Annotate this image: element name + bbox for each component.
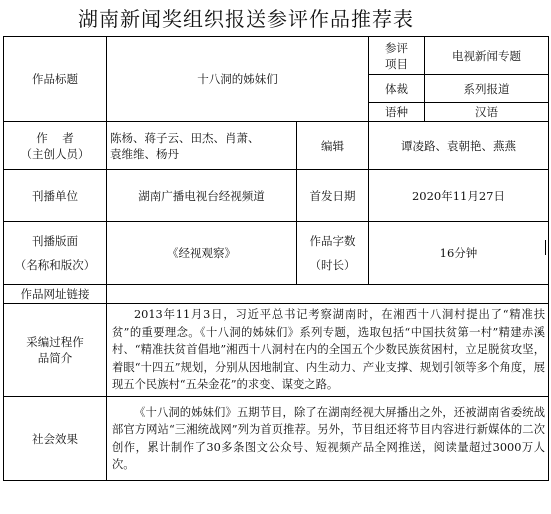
first-date-value: 2020年11月27日 (369, 170, 549, 222)
category-label-line1: 参评 (385, 40, 408, 55)
process-text: 2013年11月3日，习近平总书记考察湖南时，在湘西十八洞村提出了“精准扶贫”的重要理念。《十八洞的姊妹们》系列专题，选取包括“中国扶贫第一村”精建赤溪村、“精准扶贫首倡地”湘西十八洞村在内的全国五个少数民族贫困村，立足脱贫攻坚，着眼“十四五”规划，分别从因地制宜、内生动力、产业支撑、规划引领等多个角度，展现五个民族村“五朵金花”的求变、谋变之路。 (112, 308, 545, 392)
first-date-label: 首发日期 (297, 170, 369, 222)
layout-section-value: 《经视观察》 (107, 222, 297, 285)
form-title: 湖南新闻奖组织报送参评作品推荐表 (78, 7, 414, 31)
author-label-line1: 作 者 (36, 130, 74, 145)
author-value (107, 122, 297, 170)
effect-text-cell (107, 397, 549, 481)
publisher-value: 湖南广播电视台经视频道 (107, 170, 297, 222)
length-label-line1: 作品字数 (309, 234, 356, 248)
category-value: 电视新闻专题 (425, 37, 549, 75)
work-title-label: 作品标题 (4, 37, 107, 122)
recommendation-form-table (3, 36, 549, 481)
editor-value: 谭凌路、袁朝艳、燕燕 (369, 122, 549, 170)
layout-section-label-line2: （名称和版次） (14, 258, 96, 272)
genre-value: 系列报道 (425, 75, 549, 103)
layout-section-label (4, 222, 107, 285)
process-label-line1: 采编过程作 (26, 335, 84, 349)
language-label: 语种 (369, 103, 425, 122)
publisher-label: 刊播单位 (4, 170, 107, 222)
category-label (369, 37, 425, 75)
author-value-line2: 袁维维、杨丹 (110, 146, 179, 161)
length-label-line2: （时长） (309, 258, 356, 272)
effect-text: 《十八洞的姊妹们》五期节目，除了在湖南经视大屏播出之外，还被湖南省委统战部官方网站“三湘统战网”列为首页推荐。另外，节目组还将节目内容进行新媒体的二次创作，累计制作了30多条图文公众号、短视频产品全网推送，阅读量超过3000万人次。 (112, 405, 545, 471)
genre-label: 体裁 (369, 75, 425, 103)
effect-label: 社会效果 (4, 397, 107, 481)
language-value: 汉语 (425, 103, 549, 122)
length-value: 16分钟 (369, 222, 549, 285)
process-label-line2: 品简介 (37, 351, 73, 365)
author-label (4, 122, 107, 170)
author-value-line1: 陈杨、蒋子云、田杰、肖萧、 (110, 130, 260, 145)
url-label: 作品网址链接 (4, 285, 107, 304)
author-label-line2: （主创人员） (20, 146, 90, 161)
editor-label: 编辑 (297, 122, 369, 170)
length-label (297, 222, 369, 285)
category-label-line2: 项目 (385, 56, 408, 71)
work-title-value: 十八洞的姊妹们 (107, 37, 369, 122)
layout-section-label-line1: 刊播版面 (32, 234, 78, 248)
process-text-cell (107, 304, 549, 397)
process-label (4, 304, 107, 397)
margin-tick (545, 240, 546, 255)
url-value (107, 285, 549, 304)
